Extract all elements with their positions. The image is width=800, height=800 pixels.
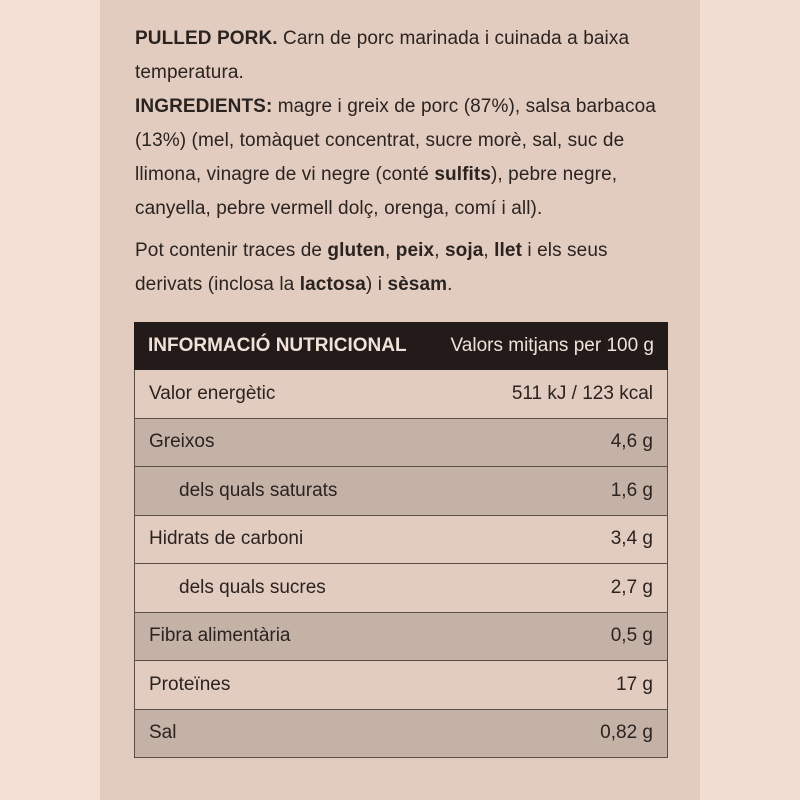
nutrition-row-fibre bbox=[135, 613, 667, 662]
product-text bbox=[135, 22, 675, 302]
traces-text: Pot contenir traces de bbox=[135, 240, 328, 261]
allergen-llet: llet bbox=[494, 240, 522, 261]
row-label: Proteïnes bbox=[149, 673, 231, 695]
ingredients-text: magre i greix de porc (87%), salsa barbacoa (13%) (mel, tomàquet concentrat, sucre morè, sal, suc de llimona, vinagre de vi negre (conté bbox=[135, 96, 656, 185]
traces-text: . bbox=[447, 274, 453, 295]
row-value: 0,82 g bbox=[600, 722, 653, 744]
separator: , bbox=[483, 240, 495, 261]
traces-text: i els seus derivats (inclosa la bbox=[135, 240, 608, 295]
traces-paragraph bbox=[135, 234, 675, 302]
ingredients-label: INGREDIENTS: bbox=[135, 96, 273, 117]
row-value: 17 g bbox=[616, 673, 653, 695]
nutrition-table bbox=[134, 322, 668, 758]
product-name: PULLED PORK. bbox=[135, 28, 278, 49]
nutrition-row-carbs bbox=[135, 516, 667, 565]
ingredients-paragraph bbox=[135, 90, 675, 226]
row-label: Valor energètic bbox=[149, 382, 276, 404]
nutrition-row-salt bbox=[135, 710, 667, 759]
nutrition-rows bbox=[134, 370, 668, 758]
nutrition-row-saturated bbox=[135, 467, 667, 516]
row-label: Greixos bbox=[149, 431, 215, 453]
allergen-soja: soja bbox=[444, 240, 484, 261]
nutrition-title: INFORMACIÓ NUTRICIONAL bbox=[148, 335, 407, 356]
allergen-lactosa: lactosa bbox=[299, 274, 366, 295]
separator: , bbox=[385, 240, 396, 261]
nutrition-subtitle: Valors mitjans per 100 g bbox=[450, 335, 654, 356]
ingredients-text-end: ), pebre negre, canyella, pebre vermell dolç, orenga, comí i all). bbox=[135, 164, 618, 219]
row-value: 511 kJ / 123 kcal bbox=[511, 382, 653, 404]
nutrition-header bbox=[134, 322, 668, 370]
row-label: dels quals saturats bbox=[179, 479, 338, 501]
row-label: Sal bbox=[149, 722, 177, 744]
row-value: 2,7 g bbox=[610, 576, 653, 598]
product-description-text: Carn de porc marinada i cuinada a baixa temperatura. bbox=[135, 28, 630, 83]
allergen-peix: peix bbox=[395, 240, 435, 261]
row-label: Fibra alimentària bbox=[149, 625, 291, 647]
background-left bbox=[0, 0, 100, 800]
nutrition-row-fat bbox=[135, 419, 667, 468]
product-description bbox=[135, 22, 675, 90]
allergen-sulfits: sulfits bbox=[434, 164, 491, 185]
nutrition-row-energy bbox=[135, 370, 667, 419]
row-label: Hidrats de carboni bbox=[149, 528, 304, 550]
allergen-sesam: sèsam bbox=[387, 274, 448, 295]
traces-text: ) i bbox=[365, 274, 388, 295]
nutrition-row-protein bbox=[135, 661, 667, 710]
row-value: 0,5 g bbox=[610, 625, 653, 647]
allergen-gluten: gluten bbox=[327, 240, 385, 261]
row-value: 3,4 g bbox=[610, 528, 653, 550]
separator: , bbox=[434, 240, 445, 261]
nutrition-row-sugars bbox=[135, 564, 667, 613]
background-right bbox=[700, 0, 800, 800]
row-value: 4,6 g bbox=[610, 431, 653, 453]
row-value: 1,6 g bbox=[610, 479, 653, 501]
row-label: dels quals sucres bbox=[179, 576, 326, 598]
